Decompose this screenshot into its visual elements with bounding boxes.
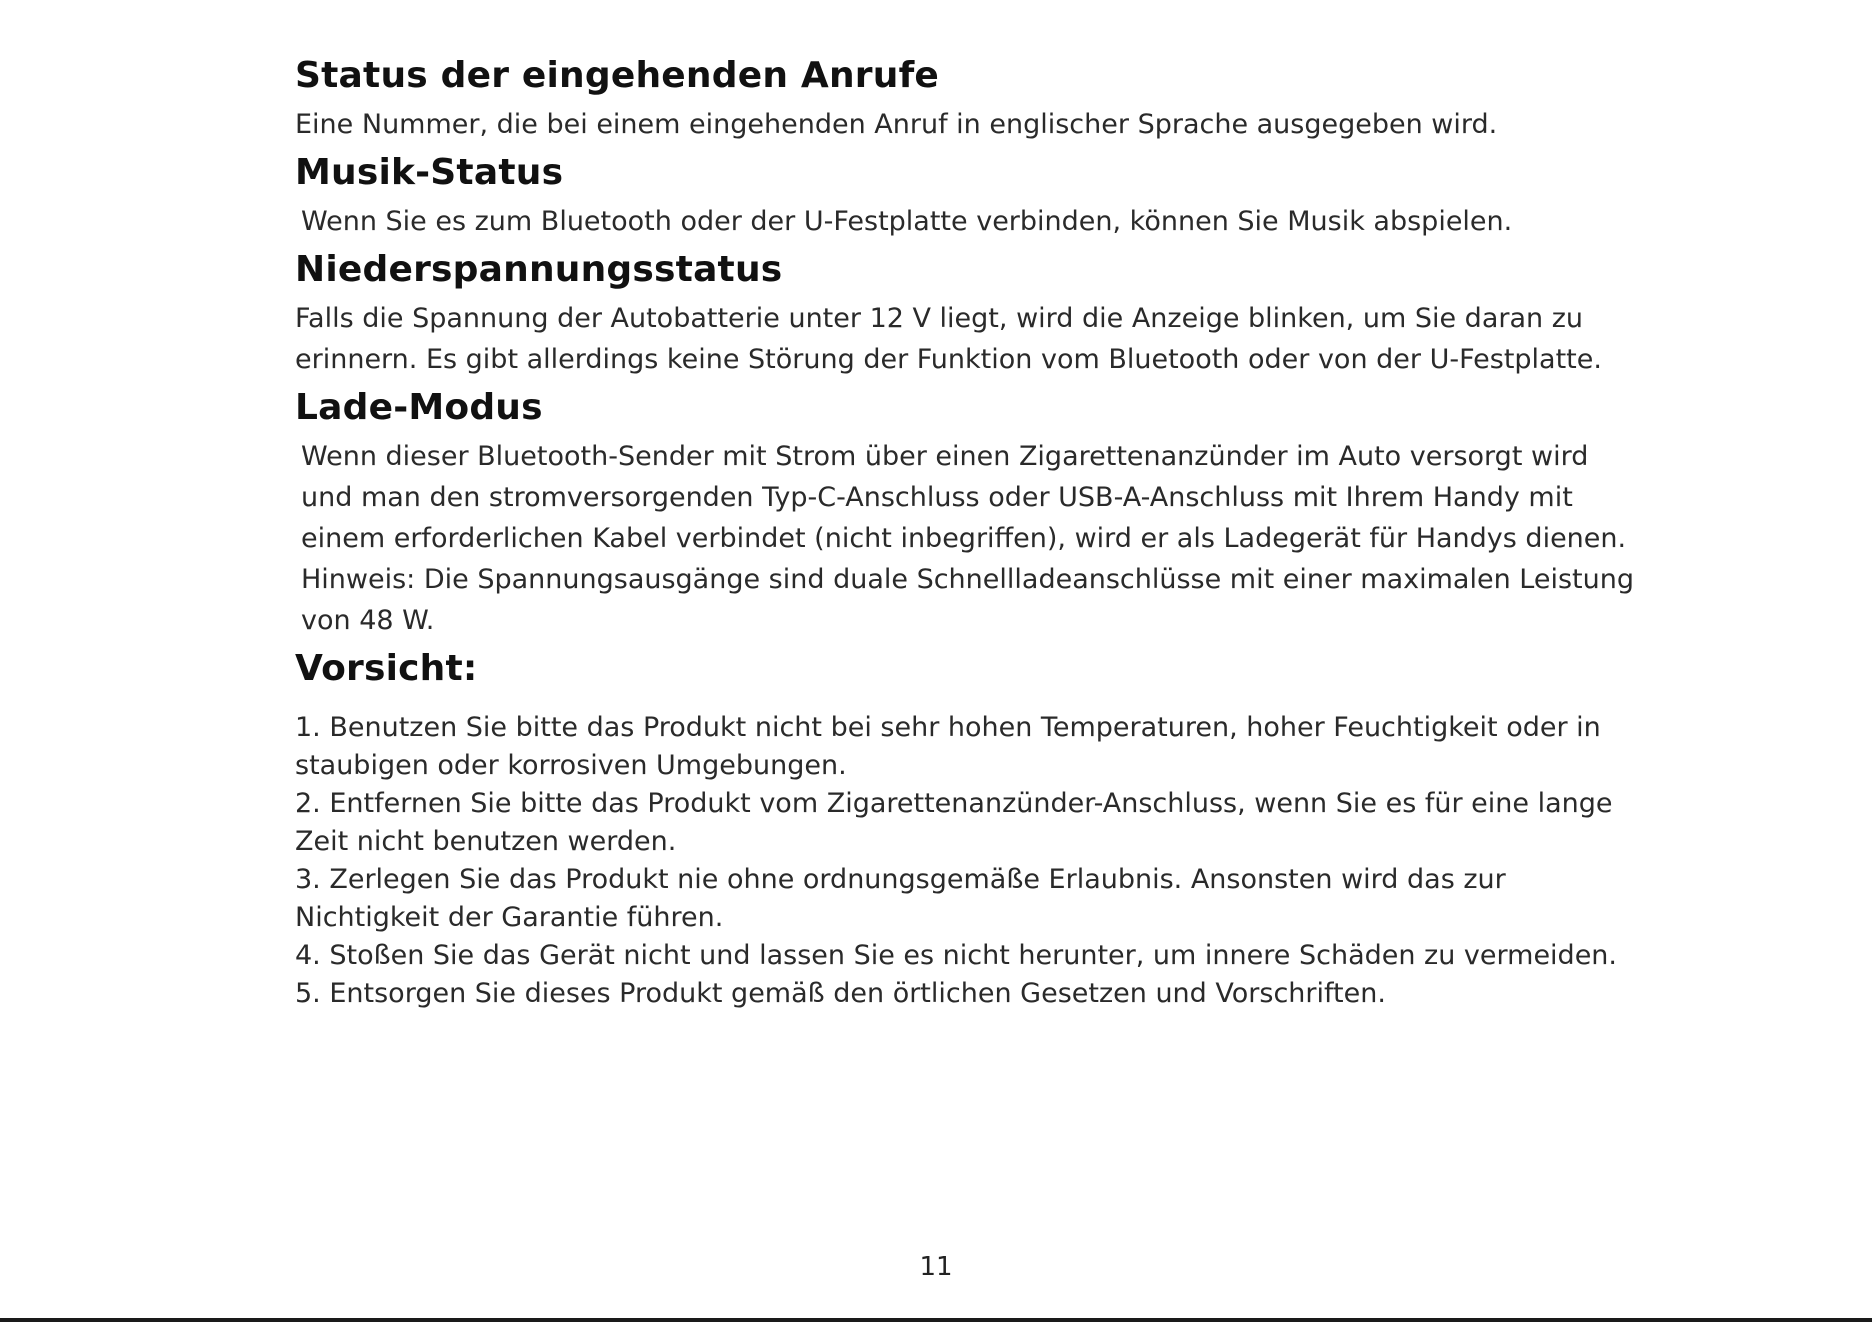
caution-heading: Vorsicht: <box>295 648 478 689</box>
charging-mode-heading: Lade-Modus <box>295 387 543 428</box>
low-voltage-status-text: Falls die Spannung der Autobatterie unter 12 V liegt, wird die Anzeige blinken, um Sie daran zu erinnern. Es gibt allerdings keine Störung der Funktion vom Bluetooth oder von der U-Festplatte. <box>295 303 1602 375</box>
page-content <box>295 48 1635 1013</box>
caution-item: 4. Stoßen Sie das Gerät nicht und lassen Sie es nicht herunter, um innere Schäden zu vermeiden. <box>295 940 1617 971</box>
caution-item: 3. Zerlegen Sie das Produkt nie ohne ordnungsgemäße Erlaubnis. Ansonsten wird das zur Nichtigkeit der Garantie führen. <box>295 864 1506 933</box>
caution-item: 2. Entfernen Sie bitte das Produkt vom Zigarettenanzünder-Anschluss, wenn Sie es für eine lange Zeit nicht benutzen werden. <box>295 788 1613 857</box>
caution-item: 5. Entsorgen Sie dieses Produkt gemäß den örtlichen Gesetzen und Vorschriften. <box>295 978 1386 1009</box>
incoming-call-status-text: Eine Nummer, die bei einem eingehenden Anruf in englischer Sprache ausgegeben wird. <box>295 109 1498 140</box>
caution-list <box>295 709 1635 1013</box>
music-status-heading: Musik-Status <box>295 152 564 193</box>
caution-item: 1. Benutzen Sie bitte das Produkt nicht bei sehr hohen Temperaturen, hoher Feuchtigkeit oder in staubigen oder korrosiven Umgebungen. <box>295 712 1601 781</box>
bottom-divider <box>0 1318 1872 1322</box>
charging-mode-note: Hinweis: Die Spannungsausgänge sind duale Schnellladeanschlüsse mit einer maximalen Leistung von 48 W. <box>301 564 1634 636</box>
music-status-text: Wenn Sie es zum Bluetooth oder der U-Festplatte verbinden, können Sie Musik abspielen. <box>301 206 1513 237</box>
page-number: 11 <box>919 1252 953 1282</box>
charging-mode-text: Wenn dieser Bluetooth-Sender mit Strom über einen Zigarettenanzünder im Auto versorgt wird und man den stromversorgenden Typ-C-Anschluss oder USB-A-Anschluss mit Ihrem Handy mit einem erforderlichen Kabel verbindet (nicht inbegriffen), wird er als Ladegerät für Handys dienen. <box>301 441 1627 554</box>
incoming-call-status-heading: Status der eingehenden Anrufe <box>295 55 940 96</box>
low-voltage-status-heading: Niederspannungsstatus <box>295 249 783 290</box>
